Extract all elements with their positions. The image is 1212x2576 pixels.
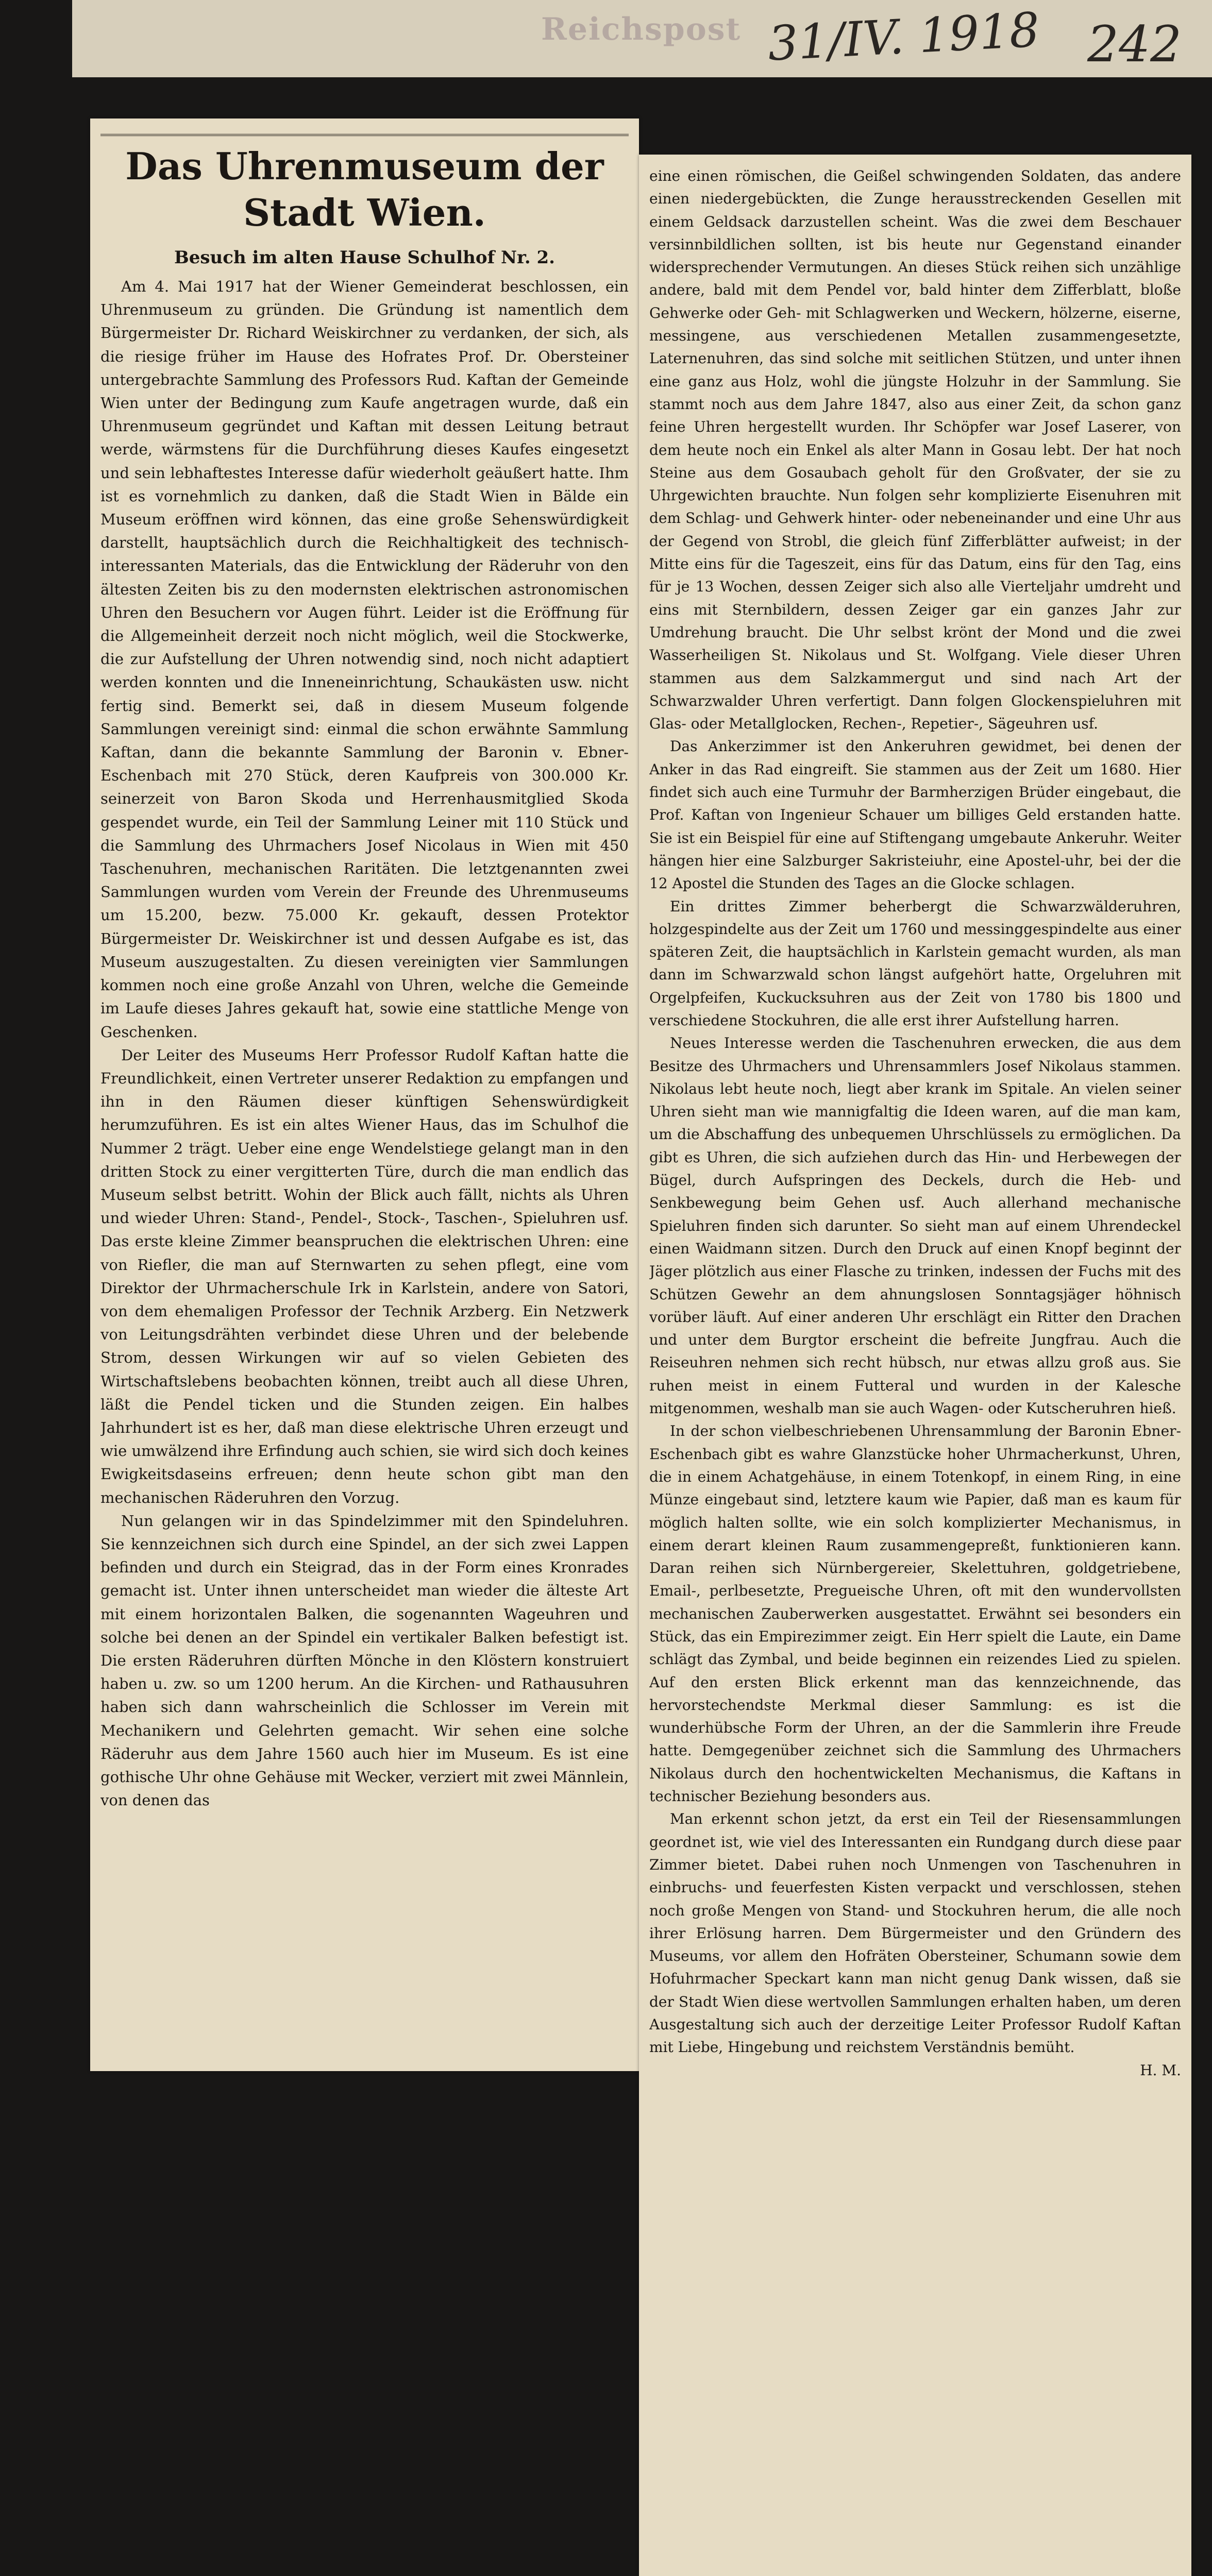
paragraph: Nun gelangen wir in das Spindelzimmer mit den Spindeluhren. Sie kennzeichnen sich durch eine Spindel, an der sich zwei Lappen befinden und durch ein Steigrad, das in der Form eines Kronrades gemacht ist. Unter ihnen unterscheidet man wieder die älteste Art mit einem horizontalen Balken, die sogenannten Wageuhren und solche bei denen an der Spindel ein vertikaler Balken befestigt ist. Die ersten Räderuhren dürften Mönche in den Klöstern konstruiert haben u. zw. so um 1200 herum. An die Kirchen- und Rathausuhren haben sich dann wahrscheinlich die Schlosser im Verein mit Mechanikern und Gelehrten gemacht. Wir sehen eine solche Räderuhr aus dem Jahre 1560 auch hier im Museum. Es ist eine gothische Uhr ohne Gehäuse mit Wecker, verziert mit zwei Männlein, von denen das	[100, 1512, 629, 1809]
article-headline: Das Uhrenmuseum der Stadt Wien.	[100, 134, 629, 236]
paragraph: Ein drittes Zimmer beherbergt die Schwarzwälderuhren, holzgespindelte aus der Zeit um 1760 und messinggespindelte aus einer späteren Zeit, die hauptsächlich in Karlstein gemacht wurden, als man dann im Schwarzwald schon längst aufgehört hatte, Orgeluhren mit Orgelpfeifen, Kuckucksuhren aus der Zeit von 1780 bis 1800 und verschiedene Stockuhren, die alle erst ihrer Aufstellung harren.	[649, 897, 1181, 1029]
clipping-left-column	[90, 118, 639, 2071]
paragraph: eine einen römischen, die Geißel schwingenden Soldaten, das andere einen niedergebückten, die Zunge herausstreckenden Gesellen mit einem Geldsack darzustellen scheint. Was die zwei dem Beschauer versinnbildlichen sollten, ist bis heute nur Gegenstand einander widersprechender Vermutungen. An dieses Stück reihen sich unzählige andere, bald mit dem Pendel vor, bald hinter dem Zifferblatt, bloße Gehwerke oder Geh- mit Schlagwerken und Weckern, hölzerne, eiserne, messingene, aus verschiedenen Metallen zusammengesetzte, Laternenuhren, das sind solche mit seitlichen Stützen, und unter ihnen eine ganz aus Holz, wohl die jüngste Holzuhr in der Sammlung. Sie stammt noch aus dem Jahre 1847, also aus einer Zeit, da schon ganz feine Uhren hergestellt wurden. Ihr Schöpfer war Josef Laserer, von dem heute noch ein Enkel als alter Mann in Gosau lebt. Der hat noch Steine aus dem Gosaubach geholt für den Großvater, der sie zu Uhrgewichten brauchte. Nun folgen sehr komplizierte Eisenuhren mit dem Schlag- und Gehwerk hinter- oder nebeneinander und eine Uhr aus der Gegend von Strobl, die gleich fünf Zifferblätter aufweist; in der Mitte eins für die Tageszeit, eins für das Datum, eins für den Tag, eins für je 13 Wochen, dessen Zeiger sich also alle Vierteljahr umdreht und eins mit Sternbildern, dessen Zeiger gar ein ganzes Jahr zur Umdrehung braucht. Die Uhr selbst krönt der Mond und die zwei Wasserheiligen St. Nikolaus und St. Wolfgang. Viele dieser Uhren stammen aus dem Salzkammergut und sind nach Art der Schwarzwalder Uhren verfertigt. Dann folgen Glockenspieluhren mit Glas- oder Metallglocken, Rechen-, Repetier-, Sägeuhren usf.	[649, 167, 1181, 733]
paragraph: Der Leiter des Museums Herr Professor Rudolf Kaftan hatte die Freundlichkeit, einen Vertreter unserer Redaktion zu empfangen und ihn in den Räumen dieser künftigen Sehenswürdigkeit herumzuführen. Es ist ein altes Wiener Haus, das im Schulhof die Nummer 2 trägt. Ueber eine enge Wendelstiege gelangt man in den dritten Stock zu einer vergitterten Türe, durch die man endlich das Museum selbst betritt. Wohin der Blick auch fällt, nichts als Uhren und wieder Uhren: Stand-, Pendel-, Stock-, Taschen-, Spieluhren usf. Das erste kleine Zimmer beanspruchen die elektrischen Uhren: eine von Riefler, die man auf Sternwarten zu sehen pflegt, eine vom Direktor der Uhrmacherschule Irk in Karlstein, andere von Satori, von dem ehemaligen Professor der Technik Arzberg. Ein Netzwerk von Leitungsdrähten verbindet diese Uhren und der belebende Strom, dessen Wirkungen wir auf so vielen Gebieten des Wirtschaftslebens beobachten können, treibt auch all diese Uhren, läßt die Pendel ticken und die Stunden zeigen. Ein halbes Jahrhundert ist es her, daß man diese elektrische Uhren erzeugt und wie umwälzend ihre Erfindung auch schien, sie wird sich doch keines Ewigkeitsdaseins erfreuen; denn heute schon gibt man den mechanischen Räderuhren den Vorzug.	[100, 1046, 629, 1506]
paragraph: In der schon vielbeschriebenen Uhrensammlung der Baronin Ebner-Eschenbach gibt es wahre Glanzstücke hoher Uhrmacherkunst, Uhren, die in einem Achatgehäuse, in einem Totenkopf, in einem Ring, in eine Münze eingebaut sind, letztere kaum wie Papier, daß man es kaum für möglich halten sollte, wie ein solch komplizierter Mechanismus, in einem derart kleinen Raum zusammengepreßt, funktionieren kann. Daran reihen sich Nürnbergereier, Skelettuhren, goldgetriebene, Email-, perlbesetzte, Pregueische Uhren, oft mit den wundervollsten mechanischen Zauberwerken ausgestattet. Erwähnt sei besonders ein Stück, das ein Empirezimmer zeigt. Ein Herr spielt die Laute, ein Dame schlägt das Zymbal, und beide beginnen ein reizendes Lied zu spielen. Auf den ersten Blick erkennt man das kennzeichnende, das hervorstechendste Merkmal dieser Sammlung: es ist die wunderhübsche Form der Uhren, an der die Sammlerin ihre Freude hatte. Demgegenüber zeichnet sich die Sammlung des Uhrmachers Nikolaus durch den hochentwickelten Mechanismus, die Kaftans in technischer Beziehung besonders aus.	[649, 1422, 1181, 1805]
paragraph: Neues Interesse werden die Taschenuhren erwecken, die aus dem Besitze des Uhrmachers und Uhrensammlers Josef Nikolaus stammen. Nikolaus lebt heute noch, liegt aber krank im Spitale. An vielen seiner Uhren sieht man wie mannigfaltig die Ideen waren, auf die man kam, um die Abschaffung des unbequemen Uhrschlüssels zu ermöglichen. Da gibt es Uhren, die sich aufziehen durch das Hin- und Herbewegen der Bügel, durch Aufspringen des Deckels, durch die Heb- und Senkbewegung beim Gehen usf. Auch allerhand mechanische Spieluhren finden sich darunter. So sieht man auf einem Uhrendeckel einen Waidmann sitzen. Durch den Druck auf einen Knopf beginnt der Jäger plötzlich aus einer Flasche zu trinken, indessen der Fuchs mit des Schützen Gewehr an dem ahnungslosen Sonntagsjäger höhnisch vorüber läuft. Auf einer anderen Uhr erschlägt ein Ritter den Drachen und unter dem Burgtor erscheint die befreite Jungfrau. Auch die Reiseuhren nehmen sich recht hübsch, nur etwas allzu groß aus. Sie ruhen meist in einem Futteral und wurden in der Kalesche mitgenommen, weshalb man sie auch Wagen- oder Kutscheruhren hieß.	[649, 1035, 1181, 1417]
paragraph: Am 4. Mai 1917 hat der Wiener Gemeinderat beschlossen, ein Uhrenmuseum zu gründen. Die Gründung ist namentlich dem Bürgermeister Dr. Richard Weiskirchner zu verdanken, der sich, als die riesige früher im Hause des Hofrates Prof. Dr. Obersteiner untergebrachte Sammlung des Professors Rud. Kaftan der Gemeinde Wien unter der Bedingung zum Kaufe angetragen wurde, daß ein Uhrenmuseum gegründet und Kaftan mit dessen Leitung betraut werde, wärmstens für die Durchführung dieses Kaufes eingesetzt und sein lebhaftestes Interesse dafür wiederholt geäußert hatte. Ihm ist es vornehmlich zu danken, daß die Stadt Wien in Bälde ein Museum eröffnen wird können, das eine große Sehenswürdigkeit darstellt, hauptsächlich durch die Reichhaltigkeit des technisch-interessanten Materials, das die Entwicklung der Räderuhr von den ältesten Zeiten bis zu den modernsten elektrischen astronomischen Uhren den Besuchern vor Augen führt. Leider ist die Eröffnung für die Allgemeinheit derzeit noch nicht möglich, weil die Stockwerke, die zur Aufstellung der Uhren notwendig sind, noch nicht adaptiert werden konnten und die Inneneinrichtung, Schaukästen usw. nicht fertig sind. Bemerkt sei, daß in diesem Museum folgende Sammlungen vereinigt sind: einmal die schon erwähnte Sammlung Kaftan, dann die bekannte Sammlung der Baronin v. Ebner-Eschenbach mit 270 Stück, deren Kaufpreis von 300.000 Kr. seinerzeit von Baron Skoda und Herrenhausmitglied Skoda gespendet wurde, ein Teil der Sammlung Leiner mit 110 Stück und die Sammlung des Uhrmachers Josef Nicolaus in Wien mit 450 Taschenuhren, mechanischen Raritäten. Die letztgenannten zwei Sammlungen wurden vom Verein der Freunde des Uhrenmuseums um 15.200, bezw. 75.000 Kr. gekauft, dessen Protektor Bürgermeister Dr. Weiskirchner ist und dessen Aufgabe es ist, das Museum auszugestalten. Zu diesen vereinigten vier Sammlungen kommen noch eine große Anzahl von Uhren, welche die Gemeinde im Laufe dieses Jahres gekauft hat, sowie eine stattliche Menge von Geschenken.	[100, 278, 629, 1041]
article-subheadline: Besuch im alten Hause Schulhof Nr. 2.	[174, 247, 556, 268]
right-column-text	[649, 165, 1181, 2566]
newspaper-masthead: Reichspost	[541, 11, 742, 47]
handwritten-page-number: 242	[1087, 15, 1182, 73]
left-column-text	[100, 129, 629, 2061]
paragraph: Man erkennt schon jetzt, da erst ein Teil der Riesensammlungen geordnet ist, wie viel des Interessanten ein Rundgang durch diese paar Zimmer bietet. Dabei ruhen noch Unmengen von Taschenuhren in einbruchs- und feuerfesten Kisten verpackt und verschlossen, stehen noch große Mengen von Stand- und Stockuhren herum, die alle noch ihrer Erlösung harren. Dem Bürgermeister und den Gründern des Museums, vor allem den Hofräten Obersteiner, Schumann sowie dem Hofuhrmacher Speckart kann man nicht genug Dank wissen, daß sie der Stadt Wien diese wertvollen Sammlungen erhalten haben, um deren Ausgestaltung sich auch der derzeitige Leiter Professor Rudolf Kaftan mit Liebe, Hingebung und reichstem Verständnis bemüht.	[649, 1810, 1181, 2056]
handwritten-date: 31/IV. 1918	[766, 2, 1041, 72]
paragraph: Das Ankerzimmer ist den Ankeruhren gewidmet, bei denen der Anker in das Rad eingreift. Sie stammen aus der Zeit um 1680. Hier findet sich auch eine Turmuhr der Barmherzigen Brüder eingebaut, die Prof. Kaftan von Ingenieur Schauer um billiges Geld erstanden hatte. Sie ist ein Beispiel für eine auf Stiftengang umgebaute Ankeruhr. Weiter hängen hier eine Salzburger Sakristeiuhr, eine Apostel-uhr, bei der die 12 Apostel die Stunden des Tages an die Glocke schlagen.	[649, 738, 1181, 892]
clipping-right-column	[639, 155, 1191, 2576]
author-signature: H. M.	[1140, 2061, 1181, 2079]
